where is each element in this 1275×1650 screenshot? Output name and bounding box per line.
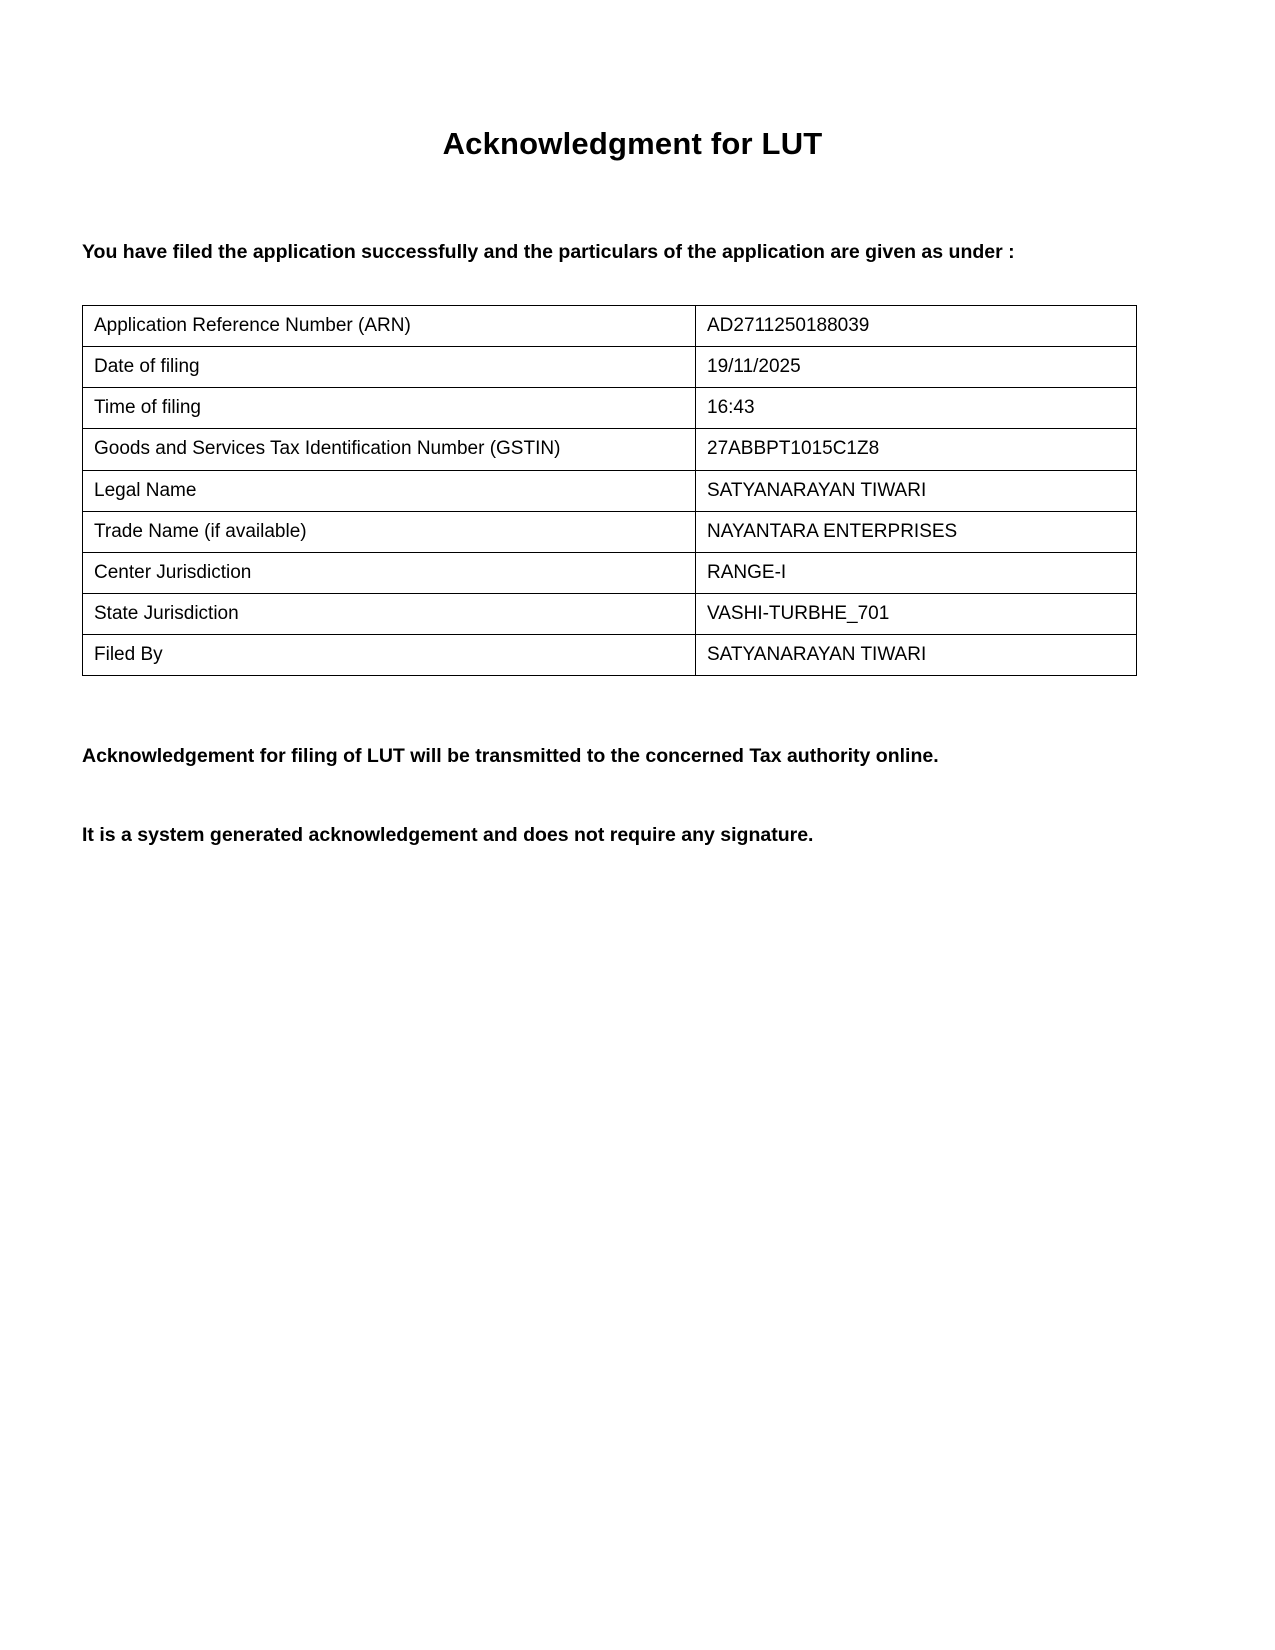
row-label: Center Jurisdiction [83, 552, 696, 593]
row-label: Time of filing [83, 388, 696, 429]
intro-paragraph: You have filed the application successfully and the particulars of the application are given as under : [82, 241, 1015, 263]
row-label: Application Reference Number (ARN) [83, 306, 696, 347]
table-row [83, 388, 1137, 429]
row-value: SATYANARAYAN TIWARI [696, 470, 1137, 511]
row-value: SATYANARAYAN TIWARI [696, 634, 1137, 675]
table-row [83, 347, 1137, 388]
row-value: VASHI-TURBHE_701 [696, 593, 1137, 634]
row-label: Trade Name (if available) [83, 511, 696, 552]
row-value: 19/11/2025 [696, 347, 1137, 388]
row-label: State Jurisdiction [83, 593, 696, 634]
row-value: 27ABBPT1015C1Z8 [696, 429, 1137, 470]
row-label: Filed By [83, 634, 696, 675]
table-row [83, 470, 1137, 511]
table-row [83, 593, 1137, 634]
row-value: AD2711250188039 [696, 306, 1137, 347]
row-label: Legal Name [83, 470, 696, 511]
row-label: Goods and Services Tax Identification Number (GSTIN) [83, 429, 696, 470]
table-row [83, 306, 1137, 347]
row-value: NAYANTARA ENTERPRISES [696, 511, 1137, 552]
table-row [83, 429, 1137, 470]
table-row [83, 511, 1137, 552]
table-row [83, 634, 1137, 675]
table-row [83, 552, 1137, 593]
row-label: Date of filing [83, 347, 696, 388]
signature-note: It is a system generated acknowledgement and does not require any signature. [82, 824, 814, 847]
acknowledgment-details-table [82, 305, 1137, 676]
row-value: RANGE-I [696, 552, 1137, 593]
page-title: Acknowledgment for LUT [442, 126, 823, 161]
transmission-note: Acknowledgement for filing of LUT will be transmitted to the concerned Tax authority online. [82, 744, 939, 767]
row-value: 16:43 [696, 388, 1137, 429]
